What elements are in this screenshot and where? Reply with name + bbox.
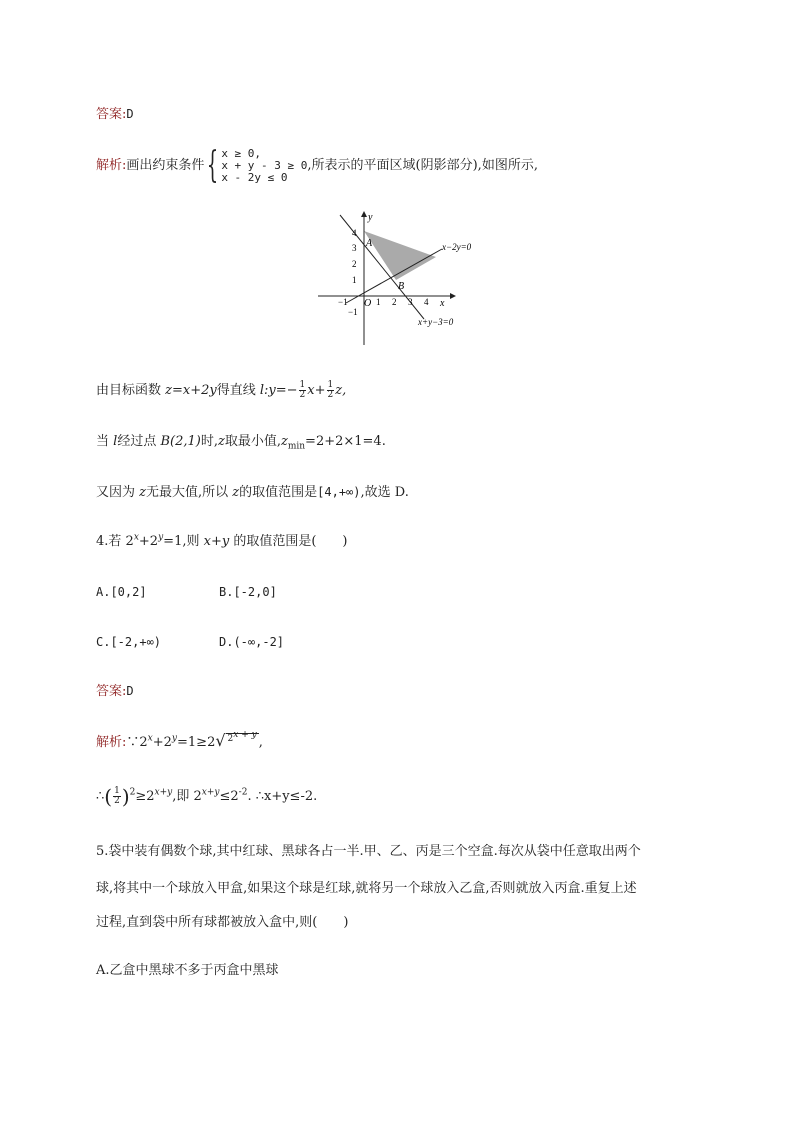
a2-l1: ∵2 <box>126 735 148 750</box>
feasible-region-figure <box>300 205 500 350</box>
step1-frac-2 <box>327 381 335 400</box>
x-tick-2: 2 <box>392 297 397 307</box>
x-tick-3: 3 <box>408 297 413 307</box>
a2l2-sup2: x+y <box>154 787 173 798</box>
step2-zmin: z <box>280 434 288 449</box>
q4-plus: +2 <box>138 534 159 549</box>
sqrt-exp: x + y <box>233 729 257 740</box>
paren-close: ) <box>121 784 130 809</box>
step3-t1: 又因为 <box>96 485 140 500</box>
step2-t5: =2+2×1=4. <box>305 434 386 449</box>
q4-sup1: x <box>133 532 139 543</box>
y-axis-arrow <box>361 211 367 217</box>
frac-den-2: 2 <box>327 390 334 400</box>
a2l2-mid: ,即 2 <box>172 789 202 804</box>
analysis-intro: 画出约束条件 <box>126 158 205 173</box>
frac-num: 1 <box>299 380 306 390</box>
q5-line-1: 5.袋中装有偶数个球,其中红球、黑球各占一半.甲、乙、丙是三个空盒.每次从袋中任意取出两个 <box>96 844 641 859</box>
step-2 <box>96 433 386 451</box>
constraint-system <box>221 148 307 184</box>
step2-t4: 取最小值, <box>224 434 281 449</box>
a2-rest: =1≥2 <box>177 735 216 750</box>
answer-line-2 <box>96 682 134 701</box>
q4-eq: =1,则 <box>163 534 204 549</box>
step2-t2: 经过点 <box>117 434 161 449</box>
step2-z: z <box>217 434 225 449</box>
analysis-line-1 <box>96 146 538 186</box>
point-b-label: B <box>398 281 405 292</box>
y-tick-neg1: −1 <box>348 307 358 317</box>
x-tick-1: 1 <box>376 297 381 307</box>
a2l2-le: ≤2 <box>219 789 239 804</box>
q5-option-a: A.乙盒中黑球不多于丙盒中黑球 <box>96 963 279 978</box>
step3-t2: 无最大值,所以 <box>146 485 233 500</box>
analysis2-label: 解析: <box>96 735 127 750</box>
analysis2-line-2 <box>96 784 318 809</box>
brace-symbol: { <box>207 144 219 186</box>
step3-t4: ,故选 D. <box>360 485 409 500</box>
step1-end: z, <box>335 383 347 398</box>
q4-suffix: 的取值范围是( ) <box>229 534 348 549</box>
x-axis-label: x <box>440 298 445 309</box>
q4-option-a: A.[0,2] <box>96 585 147 599</box>
analysis2-line-1 <box>96 729 263 752</box>
step2-zmin-sub: min <box>287 441 306 452</box>
q4-sup2: y <box>158 532 164 543</box>
answer-line-1 <box>96 105 134 124</box>
x-tick-4: 4 <box>424 297 429 307</box>
y-tick-3: 3 <box>352 243 357 253</box>
line2-label: x+y−3=0 <box>418 317 454 327</box>
frac-den: 2 <box>299 390 306 400</box>
line1-label: x−2y=0 <box>442 242 472 252</box>
frac-num-2: 1 <box>327 380 334 390</box>
a2l2-num: 1 <box>114 786 120 796</box>
a2-end: , <box>258 735 263 750</box>
a2l2-pre: ∴ <box>96 789 105 804</box>
step1-line: l:y=− <box>259 383 298 398</box>
step3-z1: z <box>139 485 146 500</box>
step3-t3: 的取值范围是 <box>239 485 318 500</box>
point-a-label: A <box>366 238 373 249</box>
step1-frac-1 <box>299 381 307 400</box>
a2l2-den: 2 <box>114 796 120 806</box>
q4-expr: 2 <box>125 534 134 549</box>
q4-option-d: D.(-∞,-2] <box>219 635 285 649</box>
q4-option-b: B.[-2,0] <box>219 585 277 599</box>
sqrt-base: 2 <box>227 733 234 744</box>
a2l2-frac <box>113 787 121 806</box>
q4-xy: x+y <box>203 534 230 549</box>
step3-range: [4,+∞) <box>317 485 361 499</box>
step2-point: B(2,1) <box>160 434 201 449</box>
step1-func: z=x+2y <box>165 383 217 398</box>
answer-value: D <box>126 107 134 121</box>
step2-l: l <box>113 434 118 449</box>
x-axis-arrow <box>450 293 456 299</box>
y-tick-1: 1 <box>352 275 357 285</box>
q4-prefix: 4.若 <box>96 534 126 549</box>
y-axis-label: y <box>368 212 373 223</box>
q5-line-2: 球,将其中一个球放入甲盒,如果这个球是红球,就将另一个球放入乙盒,否则就放入丙盒.重复上述 <box>96 881 637 896</box>
q5-line-3: 过程,直到袋中所有球都被放入盒中,则( ) <box>96 915 349 930</box>
answer-label: 答案: <box>96 107 127 122</box>
question-4-stem <box>96 533 347 551</box>
a2l2-sup4: -2 <box>238 787 248 798</box>
step-3 <box>96 483 409 502</box>
y-tick-4: 4 <box>352 228 357 238</box>
a2l2-end: . ∴x+y≤-2. <box>247 789 318 804</box>
constraint-3: x - 2y ≤ 0 <box>221 170 288 184</box>
sqrt-symbol: √ <box>215 731 226 750</box>
step2-t3: 时, <box>200 434 218 449</box>
step-1 <box>96 381 346 400</box>
constraint-2: x + y - 3 ≥ 0 <box>221 158 308 172</box>
analysis-after: ,所表示的平面区域(阴影部分),如图所示, <box>307 158 538 173</box>
q4-option-c: C.[-2,+∞) <box>96 635 162 649</box>
sqrt-content <box>226 729 259 744</box>
answer2-label: 答案: <box>96 684 127 699</box>
step3-z2: z <box>232 485 240 500</box>
constraint-1: x ≥ 0, <box>221 146 262 160</box>
y-tick-2: 2 <box>352 259 357 269</box>
x-tick-neg1: −1 <box>338 297 348 307</box>
step2-t1: 当 <box>96 434 114 449</box>
a2l2-ge: ≥2 <box>135 789 155 804</box>
answer2-value: D <box>126 684 134 698</box>
paren-open: ( <box>104 784 113 809</box>
origin-label: O <box>364 298 372 309</box>
a2l2-sup: 2 <box>129 787 136 798</box>
a2-mid: +2 <box>152 735 172 750</box>
a2-sup2: y <box>171 733 178 744</box>
analysis-label: 解析: <box>96 158 127 173</box>
a2l2-sup3: x+y <box>201 787 220 798</box>
step1-mid2: x+ <box>307 383 326 398</box>
step1-prefix: 由目标函数 <box>96 383 166 398</box>
step1-mid: 得直线 <box>216 383 260 398</box>
a2-sup1: x <box>147 733 153 744</box>
